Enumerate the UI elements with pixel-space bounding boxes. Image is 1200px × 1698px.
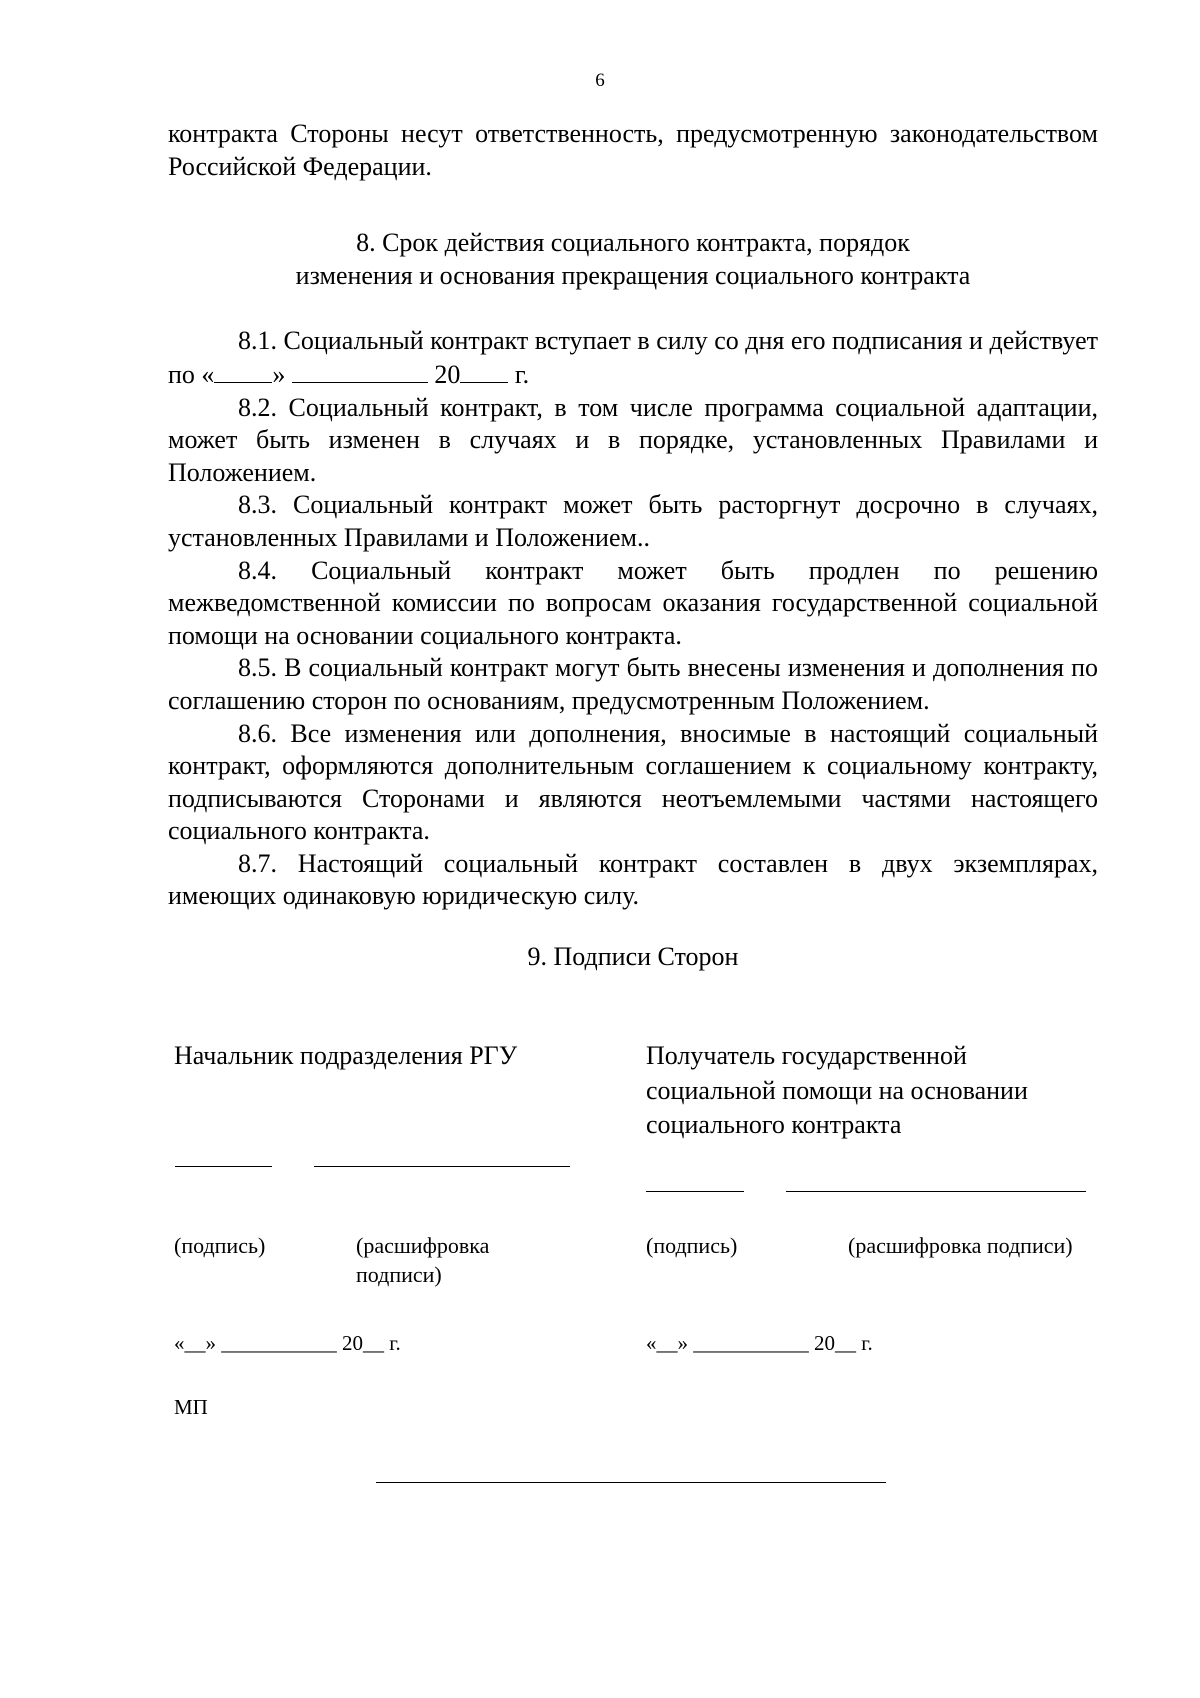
- clause-8-4: 8.4. Социальный контракт может быть продлен по решению межведомственной комиссии по вопросам оказания государственной социальной помощи на основании социального контракта.: [168, 555, 1098, 650]
- left-date-line: «__» ___________ 20__ г.: [174, 1331, 401, 1355]
- clause-8-1-quote-close: »: [272, 359, 286, 389]
- right-party-heading: [646, 1039, 1028, 1143]
- clause-8-5: 8.5. В социальный контракт могут быть внесены изменения и дополнения по соглашению сторон по основаниям, предусмотренным Положением.: [168, 653, 1098, 715]
- left-signature-line: [175, 1166, 272, 1167]
- document-body: [168, 118, 1098, 974]
- day-blank: [214, 358, 272, 383]
- right-party-heading-line-2: социальной помощи на основании: [646, 1075, 1028, 1105]
- right-date-line: «__» ___________ 20__ г.: [646, 1331, 873, 1355]
- year-blank: [460, 358, 508, 383]
- left-decode-caption: [356, 1231, 489, 1289]
- clause-8-2: 8.2. Социальный контракт, в том числе программа социальной адаптации, может быть изменен в случаях и в порядке, установленных Правилами и Положением.: [168, 392, 1098, 487]
- left-signature-caption: (подпись): [174, 1233, 266, 1258]
- right-signature-caption: (подпись): [646, 1233, 738, 1258]
- right-party-heading-line-3: социального контракта: [646, 1110, 902, 1139]
- right-decode-line: [786, 1191, 1086, 1192]
- continuation-paragraph: контракта Стороны несут ответственность, предусмотренную законодательством Российской Федерации.: [168, 119, 1098, 181]
- clause-8-1-text: 8.1. Социальный контракт вступает в силу со дня его подписания и действует по «: [168, 326, 1098, 389]
- section-9-title: 9. Подписи Сторон: [527, 942, 739, 972]
- clause-8-1-year: 20: [434, 359, 461, 389]
- clause-8-7: 8.7. Настоящий социальный контракт составлен в двух экземплярах, имеющих одинаковую юридическую силу.: [168, 848, 1098, 911]
- left-party-heading: Начальник подразделения РГУ: [174, 1041, 518, 1070]
- right-party-heading-line-1: Получатель государственной: [646, 1041, 967, 1070]
- clause-8-3: 8.3. Социальный контракт может быть расторгнут досрочно в случаях, установленных Правилами и Положением..: [168, 490, 1098, 552]
- section-8-title: [168, 227, 1098, 292]
- section-8-title-line-1: 8. Срок действия социального контракта, порядок: [356, 228, 910, 258]
- stamp-placeholder: МП: [174, 1395, 208, 1419]
- page-number: 6: [595, 70, 605, 91]
- clause-8-6: 8.6. Все изменения или дополнения, вносимые в настоящий социальный контракт, оформляются дополнительным соглашением к социальному контракту, подписываются Сторонами и являются неотъемлемыми частями настоящего социального контракта.: [168, 718, 1098, 846]
- left-decode-line: [314, 1166, 570, 1167]
- section-8-title-line-2: изменения и основания прекращения социального контракта: [295, 260, 971, 290]
- left-decode-caption-line-1: (расшифровка: [356, 1233, 490, 1258]
- left-decode-caption-line-2: подписи): [356, 1262, 442, 1287]
- clause-8-1-year-suffix: г.: [514, 359, 530, 389]
- right-signature-line: [646, 1191, 744, 1192]
- document-end-line: [376, 1482, 886, 1483]
- clause-8-1: [168, 325, 1098, 391]
- month-blank: [292, 358, 428, 383]
- right-decode-caption: (расшифровка подписи): [848, 1233, 1073, 1258]
